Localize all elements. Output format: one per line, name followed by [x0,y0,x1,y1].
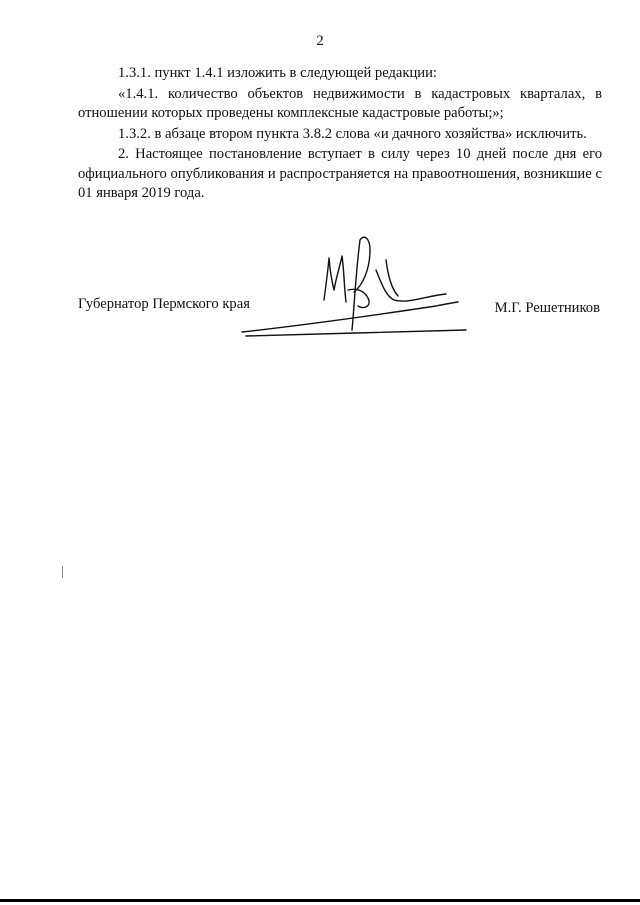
signatory-title: Губернатор Пермского края [78,296,250,312]
scan-artifact [62,566,63,578]
paragraph-1-4-1-quote: «1.4.1. количество объектов недвижимости в кадастровых кварталах, в отношении которых проведены комплексные кадастровые работы;»; [78,85,602,121]
paragraph-2: 2. Настоящее постановление вступает в силу через 10 дней после дня его официального опубликования и распространяется на правоотношения, возникшие с 01 января 2019 года. [78,146,602,201]
signatory-name: М.Г. Решетников [494,300,600,316]
page-number: 2 [316,33,324,49]
paragraph-1-3-1: 1.3.1. пункт 1.4.1 изложить в следующей редакции: [118,65,437,81]
signature-block [78,290,602,350]
page-bottom-edge [0,899,640,902]
paragraph-1-3-2: 1.3.2. в абзаце втором пункта 3.8.2 слова «и дачного хозяйства» исключить. [118,125,587,142]
document-body [78,64,602,205]
